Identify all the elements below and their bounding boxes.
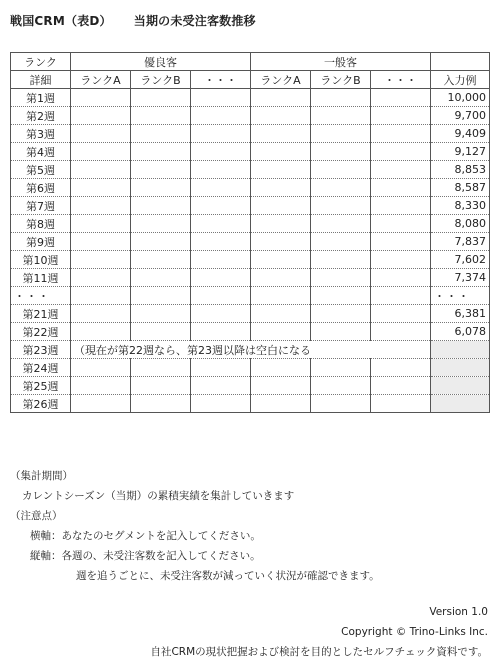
input-cell[interactable]: [311, 323, 371, 341]
week-cell: 第1週: [11, 89, 71, 107]
input-cell[interactable]: [311, 269, 371, 287]
input-cell[interactable]: [311, 143, 371, 161]
input-cell[interactable]: [191, 359, 251, 377]
period-heading: （集計期間）: [10, 470, 73, 482]
input-cell[interactable]: [191, 89, 251, 107]
example-value-cell: 7,374: [431, 269, 490, 287]
header-blank: [431, 53, 490, 71]
input-cell[interactable]: [251, 395, 311, 413]
week-cell: 第2週: [11, 107, 71, 125]
input-cell[interactable]: [251, 323, 311, 341]
input-cell[interactable]: [311, 233, 371, 251]
week-cell: 第24週: [11, 359, 71, 377]
table-row: [11, 377, 490, 395]
week-cell: 第5週: [11, 161, 71, 179]
table-row: [11, 125, 490, 143]
notes-section: [10, 466, 490, 586]
week-cell: 第21週: [11, 305, 71, 323]
note-vertical-axis-continued: 週を追うごとに、未受注客数が減っていく状況が確認できます。: [76, 570, 380, 582]
input-cell[interactable]: [191, 107, 251, 125]
input-cell[interactable]: [191, 323, 251, 341]
input-cell[interactable]: [131, 179, 191, 197]
input-cell[interactable]: [131, 359, 191, 377]
input-cell[interactable]: [311, 197, 371, 215]
header-col: ランクB: [131, 71, 191, 89]
table-row: [11, 359, 490, 377]
input-cell[interactable]: [311, 287, 371, 305]
input-cell[interactable]: [131, 125, 191, 143]
input-cell[interactable]: [371, 359, 431, 377]
table-row: [11, 215, 490, 233]
input-cell[interactable]: [251, 377, 311, 395]
input-cell[interactable]: [71, 305, 131, 323]
week-cell: 第22週: [11, 323, 71, 341]
input-cell[interactable]: [311, 305, 371, 323]
input-cell[interactable]: [191, 395, 251, 413]
input-cell[interactable]: [311, 179, 371, 197]
example-value-cell: [431, 341, 490, 359]
input-cell[interactable]: [131, 107, 191, 125]
input-cell[interactable]: [191, 125, 251, 143]
week-cell: 第25週: [11, 377, 71, 395]
input-cell[interactable]: [191, 251, 251, 269]
input-cell[interactable]: [371, 395, 431, 413]
example-value-cell: 8,080: [431, 215, 490, 233]
input-cell[interactable]: [311, 125, 371, 143]
input-cell[interactable]: [251, 89, 311, 107]
input-cell[interactable]: [311, 89, 371, 107]
week-cell: ・・・: [11, 287, 71, 305]
header-col: ランクA: [71, 71, 131, 89]
input-cell[interactable]: [191, 287, 251, 305]
input-cell[interactable]: [311, 161, 371, 179]
note-horizontal-axis: 横軸：あなたのセグメントを記入してください。: [30, 530, 261, 542]
input-cell[interactable]: [131, 89, 191, 107]
version-text: Version 1.0: [429, 606, 488, 618]
input-cell[interactable]: [71, 251, 131, 269]
input-cell[interactable]: [71, 125, 131, 143]
input-cell[interactable]: [191, 197, 251, 215]
note-vertical-axis: 縦軸：各週の、未受注客数を記入してください。: [30, 550, 261, 562]
page-title: [10, 12, 256, 29]
example-value-cell: [431, 359, 490, 377]
header-example-label: 入力例: [431, 71, 490, 89]
week-cell: 第11週: [11, 269, 71, 287]
input-cell[interactable]: [71, 89, 131, 107]
week-cell: 第6週: [11, 179, 71, 197]
input-cell[interactable]: [191, 269, 251, 287]
input-cell[interactable]: [131, 395, 191, 413]
input-cell[interactable]: [71, 287, 131, 305]
input-cell[interactable]: [131, 251, 191, 269]
purpose-text: 自社CRMの現状把握および検討を目的としたセルフチェック資料です。: [150, 646, 488, 658]
input-cell[interactable]: [251, 215, 311, 233]
week-cell: 第26週: [11, 395, 71, 413]
input-cell[interactable]: [71, 179, 131, 197]
blank-rule-note: （現在が第22週なら、第23週以降は空白になる: [71, 341, 431, 359]
input-cell[interactable]: [191, 161, 251, 179]
input-cell[interactable]: [251, 125, 311, 143]
input-cell[interactable]: [191, 233, 251, 251]
input-cell[interactable]: [371, 161, 431, 179]
input-cell[interactable]: [131, 269, 191, 287]
input-cell[interactable]: [311, 251, 371, 269]
example-value-cell: 9,127: [431, 143, 490, 161]
week-cell: 第23週: [11, 341, 71, 359]
header-detail-label: 詳細: [11, 71, 71, 89]
input-cell[interactable]: [71, 395, 131, 413]
input-cell[interactable]: [251, 143, 311, 161]
header-col: ランクA: [251, 71, 311, 89]
example-value-cell: 10,000: [431, 89, 490, 107]
input-cell[interactable]: [131, 305, 191, 323]
input-cell[interactable]: [131, 143, 191, 161]
header-col: ランクB: [311, 71, 371, 89]
input-cell[interactable]: [251, 179, 311, 197]
header-group-general: 一般客: [251, 53, 431, 71]
undelivered-customers-table: [10, 52, 490, 413]
input-cell[interactable]: [251, 107, 311, 125]
table-row: [11, 89, 490, 107]
input-cell[interactable]: [251, 233, 311, 251]
week-cell: 第8週: [11, 215, 71, 233]
input-cell[interactable]: [71, 161, 131, 179]
input-cell[interactable]: [371, 215, 431, 233]
week-cell: 第7週: [11, 197, 71, 215]
header-col: ・・・: [191, 71, 251, 89]
table-row: [11, 395, 490, 413]
example-value-cell: [431, 395, 490, 413]
example-value-cell: [431, 377, 490, 395]
title-left: 戦国CRM（表D）: [10, 14, 112, 28]
example-value-cell: ・・・: [431, 287, 490, 305]
input-cell[interactable]: [191, 179, 251, 197]
header-col: ・・・: [371, 71, 431, 89]
input-cell[interactable]: [251, 161, 311, 179]
input-cell[interactable]: [371, 233, 431, 251]
input-cell[interactable]: [191, 143, 251, 161]
input-cell[interactable]: [371, 377, 431, 395]
input-cell[interactable]: [371, 179, 431, 197]
header-rank-label: ランク: [11, 53, 71, 71]
example-value-cell: 8,587: [431, 179, 490, 197]
example-value-cell: 6,381: [431, 305, 490, 323]
copyright-text: Copyright © Trino-Links Inc.: [341, 626, 488, 638]
input-cell[interactable]: [251, 251, 311, 269]
table-row: [11, 341, 490, 359]
input-cell[interactable]: [131, 287, 191, 305]
input-cell[interactable]: [71, 323, 131, 341]
input-cell[interactable]: [371, 197, 431, 215]
input-cell[interactable]: [371, 269, 431, 287]
example-value-cell: 6,078: [431, 323, 490, 341]
example-value-cell: 9,700: [431, 107, 490, 125]
input-cell[interactable]: [371, 89, 431, 107]
table-row: [11, 233, 490, 251]
header-group-premium: 優良客: [71, 53, 251, 71]
input-cell[interactable]: [251, 287, 311, 305]
table-row: [11, 161, 490, 179]
input-cell[interactable]: [251, 269, 311, 287]
table-row: [11, 287, 490, 305]
week-cell: 第9週: [11, 233, 71, 251]
input-cell[interactable]: [371, 125, 431, 143]
input-cell[interactable]: [71, 143, 131, 161]
input-cell[interactable]: [71, 359, 131, 377]
input-cell[interactable]: [131, 233, 191, 251]
week-cell: 第10週: [11, 251, 71, 269]
input-cell[interactable]: [191, 305, 251, 323]
header-row-detail: [11, 71, 490, 89]
input-cell[interactable]: [71, 197, 131, 215]
input-cell[interactable]: [311, 377, 371, 395]
example-value-cell: 9,409: [431, 125, 490, 143]
example-value-cell: 8,853: [431, 161, 490, 179]
input-cell[interactable]: [191, 215, 251, 233]
table-row: [11, 251, 490, 269]
example-value-cell: 8,330: [431, 197, 490, 215]
input-cell[interactable]: [371, 107, 431, 125]
input-cell[interactable]: [251, 305, 311, 323]
week-cell: 第4週: [11, 143, 71, 161]
table-body: [11, 89, 490, 413]
input-cell[interactable]: [311, 215, 371, 233]
table-row: [11, 107, 490, 125]
table-row: [11, 179, 490, 197]
input-cell[interactable]: [131, 323, 191, 341]
input-cell[interactable]: [71, 269, 131, 287]
title-right: 当期の未受注客数推移: [133, 14, 256, 28]
input-cell[interactable]: [71, 233, 131, 251]
input-cell[interactable]: [131, 215, 191, 233]
input-cell[interactable]: [371, 305, 431, 323]
header-row-rank: [11, 53, 490, 71]
example-value-cell: 7,602: [431, 251, 490, 269]
input-cell[interactable]: [251, 197, 311, 215]
input-cell[interactable]: [371, 287, 431, 305]
table-row: [11, 323, 490, 341]
input-cell[interactable]: [71, 215, 131, 233]
input-cell[interactable]: [311, 107, 371, 125]
input-cell[interactable]: [131, 377, 191, 395]
table-row: [11, 305, 490, 323]
input-cell[interactable]: [371, 143, 431, 161]
input-cell[interactable]: [131, 197, 191, 215]
input-cell[interactable]: [311, 395, 371, 413]
table-row: [11, 143, 490, 161]
input-cell[interactable]: [71, 377, 131, 395]
input-cell[interactable]: [131, 161, 191, 179]
input-cell[interactable]: [371, 251, 431, 269]
example-value-cell: 7,837: [431, 233, 490, 251]
table-row: [11, 269, 490, 287]
table-row: [11, 197, 490, 215]
week-cell: 第3週: [11, 125, 71, 143]
input-cell[interactable]: [371, 323, 431, 341]
input-cell[interactable]: [191, 377, 251, 395]
period-text: カレントシーズン（当期）の累積実績を集計していきます: [22, 490, 295, 502]
caution-heading: （注意点）: [10, 510, 63, 522]
footer: [150, 602, 488, 662]
input-cell[interactable]: [251, 359, 311, 377]
input-cell[interactable]: [311, 359, 371, 377]
input-cell[interactable]: [71, 107, 131, 125]
